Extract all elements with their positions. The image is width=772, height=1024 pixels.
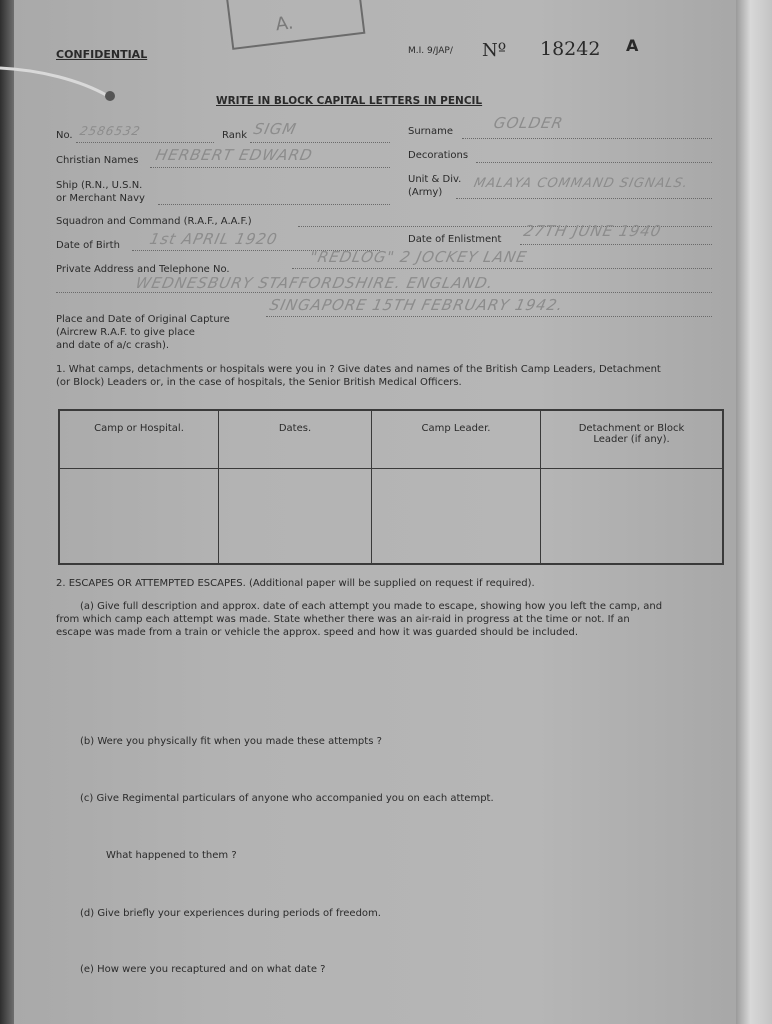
question-2-heading: 2. ESCAPES OR ATTEMPTED ESCAPES. (Additional paper will be supplied on request if required). <box>56 578 535 589</box>
page-edge <box>736 0 772 1024</box>
camp-cell[interactable] <box>59 469 219 565</box>
ship-label: Ship (R.N., U.S.N. <box>56 180 143 191</box>
address-value-1: "REDLOG" 2 JOCKEY LANE <box>308 248 529 266</box>
instruction-heading: WRITE IN BLOCK CAPITAL LETTERS IN PENCIL <box>216 95 483 107</box>
stamp-letter: A. <box>274 12 295 36</box>
christian-names-label: Christian Names <box>56 155 139 166</box>
col-camp-leader: Camp Leader. <box>372 410 541 469</box>
capture-line <box>266 316 712 317</box>
unit-label: Unit & Div. <box>408 174 462 185</box>
christian-names-line <box>150 167 390 168</box>
question-1-text-2: (or Block) Leaders or, in the case of hospitals, the Senior British Medical Officers. <box>56 377 462 388</box>
service-number-value: 2586532 <box>78 124 142 138</box>
question-2a-text-2: from which camp each attempt was made. State whether there was an air-raid in progress at the time or not. If an <box>56 614 630 625</box>
surname-line <box>462 138 712 139</box>
enlistment-label: Date of Enlistment <box>408 234 502 245</box>
capture-value: SINGAPORE 15TH FEBRUARY 1942. <box>268 296 566 314</box>
christian-names-value: HERBERT EDWARD <box>154 146 315 164</box>
address-line-1 <box>292 268 712 269</box>
address-value-2: WEDNESBURY STAFFORDSHIRE. ENGLAND. <box>134 274 496 292</box>
ship-label-2: or Merchant Navy <box>56 193 145 204</box>
confidential-label: CONFIDENTIAL <box>56 48 148 61</box>
col-camp-or-hospital: Camp or Hospital. <box>59 410 219 469</box>
camps-table-header <box>59 410 723 469</box>
serial-number: 18242 <box>540 38 601 60</box>
question-2d-text: (d) Give briefly your experiences during periods of freedom. <box>80 908 381 919</box>
rank-label: Rank <box>222 130 247 141</box>
question-2e-text: (e) How were you recaptured and on what date ? <box>80 964 326 975</box>
dob-value: 1st APRIL 1920 <box>148 230 280 248</box>
decorations-label: Decorations <box>408 150 469 161</box>
surname-label: Surname <box>408 126 453 137</box>
question-2b-text: (b) Were you physically fit when you made these attempts ? <box>80 736 382 747</box>
capture-label-2: (Aircrew R.A.F. to give place <box>56 327 195 338</box>
dates-cell[interactable] <box>219 469 372 565</box>
question-1-text: 1. What camps, detachments or hospitals were you in ? Give dates and names of the British Camp Leaders, Detachment <box>56 364 661 375</box>
tag-string <box>0 62 118 102</box>
address-label: Private Address and Telephone No. <box>56 264 230 275</box>
enlistment-value: 27TH JUNE 1940 <box>522 222 664 240</box>
question-2a-text-3: escape was made from a train or vehicle the approx. speed and how it was guarded should be included. <box>56 627 579 638</box>
address-line-2 <box>56 292 712 293</box>
form-code: M.I. 9/JAP/ <box>408 46 453 56</box>
squadron-label: Squadron and Command (R.A.F., A.A.F.) <box>56 216 252 227</box>
unit-value: MALAYA COMMAND SIGNALS. <box>472 176 690 191</box>
unit-label-2: (Army) <box>408 187 443 198</box>
question-2a-text: (a) Give full description and approx. date of each attempt you made to escape, showing how you left the camp, and <box>80 601 663 612</box>
capture-label: Place and Date of Original Capture <box>56 314 230 325</box>
detachment-leader-cell[interactable] <box>541 469 724 565</box>
decorations-line <box>476 162 712 163</box>
question-2c-followup: What happened to them ? <box>106 850 237 861</box>
camp-leader-cell[interactable] <box>372 469 541 565</box>
rank-line <box>250 142 390 143</box>
service-number-line <box>76 142 214 143</box>
camps-table <box>58 409 724 565</box>
number-symbol: Nº <box>482 40 507 61</box>
unit-line <box>456 198 712 199</box>
col-detachment-leader: Detachment or Block Leader (if any). <box>541 410 724 469</box>
capture-label-3: and date of a/c crash). <box>56 340 170 351</box>
question-2c-text: (c) Give Regimental particulars of anyone who accompanied you on each attempt. <box>80 793 494 804</box>
enlistment-line <box>520 244 712 245</box>
col-dates: Dates. <box>219 410 372 469</box>
table-row <box>59 469 723 565</box>
dob-label: Date of Birth <box>56 240 120 251</box>
service-number-label: No. <box>56 130 73 141</box>
serial-suffix: A <box>626 36 639 55</box>
rank-value: SIGM <box>252 120 299 138</box>
surname-value: GOLDER <box>492 114 566 132</box>
ship-line <box>158 204 390 205</box>
